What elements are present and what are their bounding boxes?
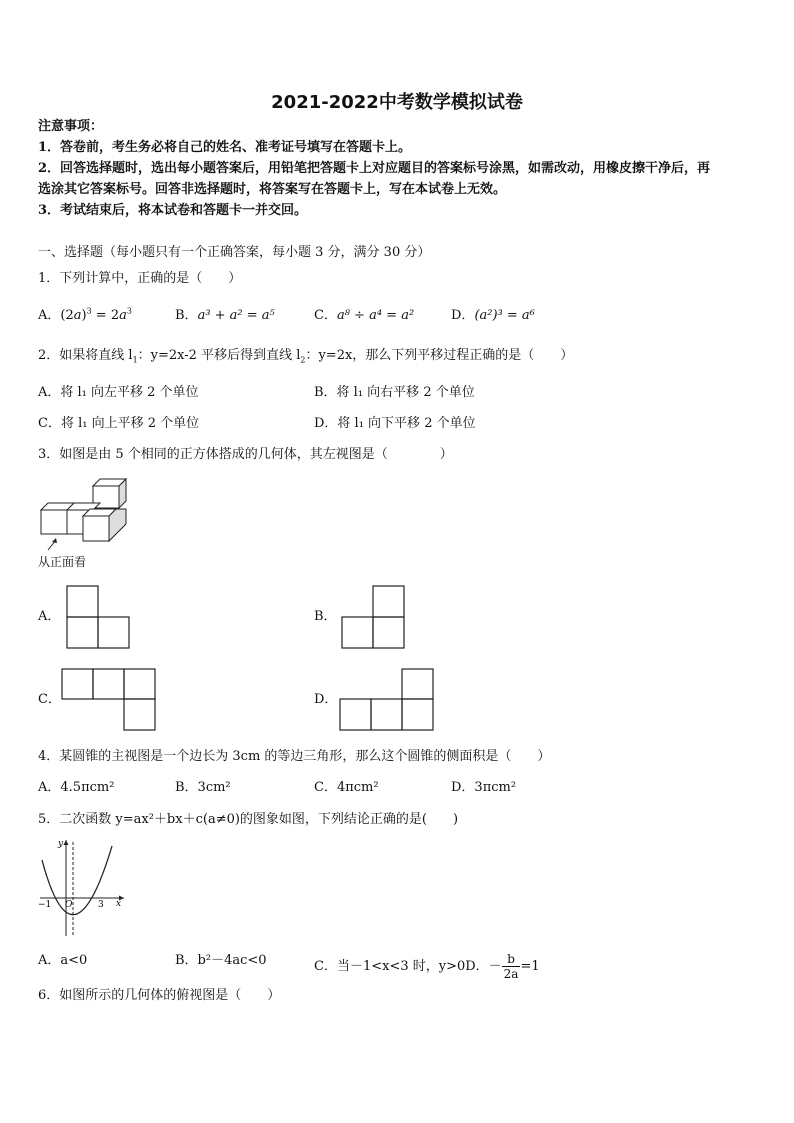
q2-option-c: C．将 l₁ 向上平移 2 个单位: [38, 416, 200, 431]
q1-option-a: A．$(2a)^3 = 2a^3$: [38, 306, 132, 323]
q3-solid-figure: [38, 472, 138, 548]
q3-option-c: C．: [38, 692, 61, 707]
q3-option-b-figure: [341, 585, 407, 649]
q5-option-d-fraction: $\frac{b}{2a}$: [503, 952, 519, 981]
q5-option-b: B．b²－4ac<0: [175, 953, 267, 968]
q5-graph-tick-3: 3: [98, 900, 104, 910]
q4-option-a: A．4.5πcm²: [38, 780, 115, 795]
q3-option-a-figure: [66, 585, 132, 649]
q2-option-b: B．将 l₁ 向右平移 2 个单位: [314, 385, 475, 400]
q3-option-a: A．: [38, 609, 61, 624]
q2-stem: 2．如果将直线 $l_1$：y=2x-2 平移后得到直线 $l_2$：y=2x，那么下列平移过程正确的是（ ）: [38, 348, 574, 365]
notice-item-2b: 选涂其它答案标号。回答非选择题时，将答案写在答题卡上，写在本试卷上无效。: [38, 182, 507, 197]
q3-option-c-figure: [61, 668, 157, 732]
q1-option-b: B．a³ + a² = a⁵: [175, 308, 275, 323]
q5-graph-x-label: x: [116, 899, 122, 909]
q3-stem: 3．如图是由 5 个相同的正方体搭成的几何体，其左视图是（ ）: [38, 447, 453, 462]
q5-option-a: A．a<0: [38, 953, 88, 968]
q4-option-d: D．3πcm²: [451, 780, 517, 795]
q5-graph-y-label: y: [58, 839, 64, 849]
notice-heading: 注意事项：: [38, 119, 104, 134]
q1-stem: 1．下列计算中，正确的是（ ）: [38, 271, 242, 286]
page-title: 2021-2022中考数学模拟试卷: [271, 92, 523, 113]
notice-item-3: 3．考试结束后，将本试卷和答题卡一并交回。: [38, 203, 308, 218]
q4-stem: 4．某圆锥的主视图是一个边长为 3cm 的等边三角形，那么这个圆锥的侧面积是（ ）: [38, 749, 551, 764]
q4-option-c: C．4πcm²: [314, 780, 379, 795]
q5-stem: 5．二次函数 y=ax²＋bx＋c(a≠0)的图象如图，下列结论正确的是( ): [38, 812, 459, 827]
q5-graph-origin-label: O: [65, 900, 73, 910]
q3-option-b: B．: [314, 609, 337, 624]
q2-option-d: D．将 l₁ 向下平移 2 个单位: [314, 416, 476, 431]
notice-item-1: 1．答卷前，考生务必将自己的姓名、准考证号填写在答题卡上。: [38, 140, 412, 155]
q4-option-b: B．3cm²: [175, 780, 231, 795]
notice-item-2a: 2．回答选择题时，选出每小题答案后，用铅笔把答题卡上对应题目的答案标号涂黑，如需改动，用橡皮擦干净后，再: [38, 161, 711, 176]
q3-option-d-figure: [339, 668, 435, 732]
q5-graph-tick-minus1: −1: [38, 900, 52, 910]
q3-option-d: D．: [314, 692, 338, 707]
q3-figure-caption: 从正面看: [38, 555, 87, 569]
q5-parabola-graph: [36, 836, 128, 940]
q1-option-c: C．a⁸ ÷ a⁴ = a²: [314, 308, 415, 323]
q1-option-d: D．(a²)³ = a⁶: [451, 308, 535, 323]
q5-option-cd: C．当－1<x<3 时，y>0D．－ $\frac{b}{2a}$ =1: [314, 952, 540, 981]
section-heading: 一、选择题（每小题只有一个正确答案，每小题 3 分，满分 30 分）: [38, 245, 431, 260]
q6-stem: 6．如图所示的几何体的俯视图是（ ）: [38, 988, 281, 1003]
q2-option-a: A．将 l₁ 向左平移 2 个单位: [38, 385, 199, 400]
